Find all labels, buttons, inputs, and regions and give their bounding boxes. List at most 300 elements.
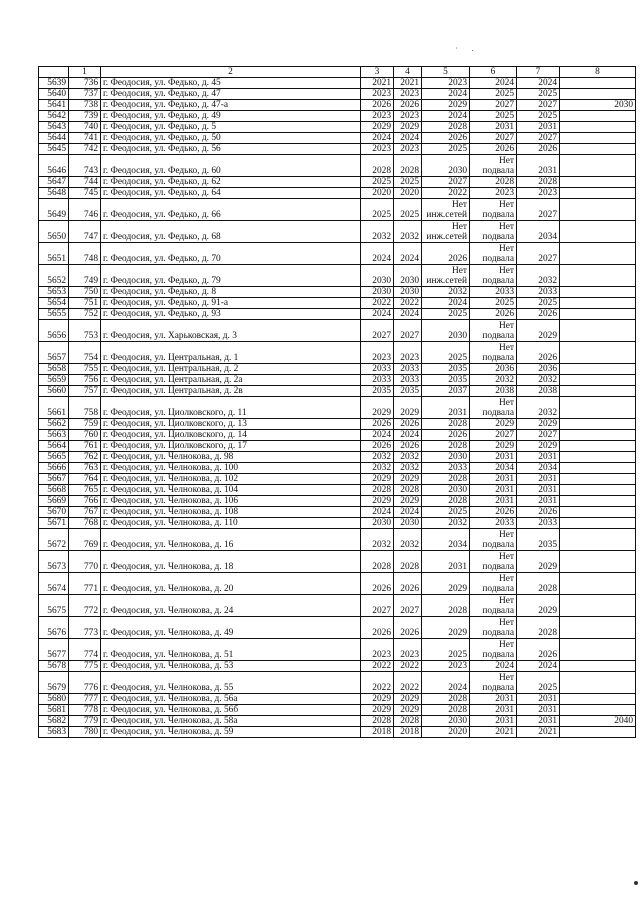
cell-text: г. Феодосия, ул. Федько, д. 45: [103, 78, 221, 88]
cell-row-index: [39, 78, 69, 89]
cell-col-6-value: [470, 694, 517, 705]
cell-col-6-value: [470, 364, 517, 375]
cell-row-index: [39, 639, 69, 661]
cell-text: 2031: [448, 562, 467, 572]
cell-text: 2026: [372, 584, 391, 594]
cell-text: 2033: [448, 463, 467, 473]
cell-col-7-year: [517, 144, 560, 155]
cell-col-4-year: [394, 100, 422, 111]
cell-text: г. Феодосия, ул. Челнокова, д. 100: [103, 463, 239, 473]
cell-col-8-year: [560, 199, 636, 221]
cell-text: 2034: [448, 540, 467, 550]
cell-text: 756: [83, 375, 98, 385]
cell-col-4-year: [394, 496, 422, 507]
cell-text: г. Феодосия, ул. Федько, д. 50: [103, 133, 221, 143]
cell-text: 2023: [400, 144, 419, 154]
header-cell-col-3-year: 3: [361, 67, 394, 78]
cell-text: 2031: [538, 694, 557, 704]
cell-text: 2026: [538, 309, 557, 319]
cell-text: 2026: [400, 628, 419, 638]
cell-text: 2026: [372, 419, 391, 429]
cell-col-2-address: [101, 188, 361, 199]
cell-col-1-number: [69, 507, 101, 518]
cell-text: 2028: [400, 716, 419, 726]
cell-row-index: [39, 298, 69, 309]
cell-text: 2035: [400, 386, 419, 396]
cell-text: 5658: [47, 364, 66, 374]
cell-col-6-value: [470, 221, 517, 243]
cell-col-2-address: [101, 342, 361, 364]
cell-row-index: [39, 496, 69, 507]
table-row: [39, 496, 636, 507]
table-row: [39, 133, 636, 144]
cell-text: 2025: [538, 89, 557, 99]
cell-text: 2028: [372, 562, 391, 572]
cell-col-3-year: [361, 100, 394, 111]
cell-text: 2031: [448, 408, 467, 418]
cell-col-7-year: [517, 221, 560, 243]
cell-text: Нет подвала: [482, 321, 514, 341]
cell-text: 2028: [538, 628, 557, 638]
cell-col-8-year: [560, 496, 636, 507]
cell-col-2-address: [101, 639, 361, 661]
cell-col-5-value: [422, 342, 470, 364]
cell-col-2-address: [101, 122, 361, 133]
cell-col-7-year: [517, 375, 560, 386]
cell-col-6-value: [470, 617, 517, 639]
cell-col-5-value: [422, 144, 470, 155]
cell-text: 5681: [47, 705, 66, 715]
table-row: [39, 111, 636, 122]
cell-text: 2030: [614, 100, 633, 110]
header-cell-col-5-value: 5: [422, 67, 470, 78]
cell-text: 2024: [448, 111, 467, 121]
cell-col-4-year: [394, 474, 422, 485]
cell-text: Нет подвала: [482, 343, 514, 363]
cell-col-7-year: [517, 342, 560, 364]
cell-text: 2029: [400, 474, 419, 484]
cell-col-6-value: [470, 265, 517, 287]
cell-col-2-address: [101, 155, 361, 177]
cell-col-7-year: [517, 364, 560, 375]
cell-text: 2036: [538, 364, 557, 374]
cell-text: 2022: [400, 683, 419, 693]
cell-col-8-year: [560, 529, 636, 551]
cell-text: 2033: [400, 364, 419, 374]
cell-row-index: [39, 320, 69, 342]
cell-col-5-value: [422, 595, 470, 617]
cell-text: г. Феодосия, ул. Челнокова, д. 20: [103, 584, 234, 594]
cell-col-1-number: [69, 177, 101, 188]
cell-text: 2029: [448, 100, 467, 110]
cell-text: 2024: [400, 254, 419, 264]
cell-col-7-year: [517, 265, 560, 287]
cell-text: 5674: [47, 584, 66, 594]
table-body: [39, 67, 636, 738]
cell-text: г. Феодосия, ул. Федько, д. 8: [103, 287, 217, 297]
cell-col-8-year: [560, 320, 636, 342]
cell-row-index: [39, 485, 69, 496]
cell-text: 5643: [47, 122, 66, 132]
cell-col-8-year: [560, 144, 636, 155]
cell-text: 2026: [372, 100, 391, 110]
cell-text: 5649: [47, 210, 66, 220]
cell-text: 5679: [47, 683, 66, 693]
cell-col-5-value: [422, 639, 470, 661]
cell-text: 2023: [448, 661, 467, 671]
header-cell-col-4-year: 4: [394, 67, 422, 78]
cell-row-index: [39, 716, 69, 727]
cell-col-3-year: [361, 419, 394, 430]
cell-col-2-address: [101, 727, 361, 738]
cell-col-5-value: [422, 287, 470, 298]
cell-row-index: [39, 595, 69, 617]
cell-text: 5682: [47, 716, 66, 726]
cell-text: 2031: [495, 122, 514, 132]
cell-text: 2031: [538, 166, 557, 176]
table-row: [39, 507, 636, 518]
cell-text: 2024: [400, 133, 419, 143]
cell-col-3-year: [361, 694, 394, 705]
cell-text: 2026: [495, 144, 514, 154]
cell-text: 751: [83, 298, 98, 308]
cell-col-2-address: [101, 529, 361, 551]
cell-col-6-value: [470, 573, 517, 595]
cell-text: 750: [83, 287, 98, 297]
cell-text: 2031: [495, 496, 514, 506]
table-row: [39, 727, 636, 738]
cell-col-1-number: [69, 518, 101, 529]
cell-text: 5673: [47, 562, 66, 572]
cell-col-1-number: [69, 287, 101, 298]
cell-col-3-year: [361, 298, 394, 309]
cell-col-7-year: [517, 639, 560, 661]
cell-col-6-value: [470, 452, 517, 463]
cell-text: 2025: [538, 111, 557, 121]
cell-col-4-year: [394, 419, 422, 430]
cell-text: г. Феодосия, ул. Челнокова, д. 24: [103, 606, 234, 616]
cell-col-2-address: [101, 364, 361, 375]
cell-text: 736: [83, 78, 98, 88]
cell-text: 2028: [400, 485, 419, 495]
cell-col-4-year: [394, 705, 422, 716]
cell-row-index: [39, 221, 69, 243]
cell-col-8-year: [560, 78, 636, 89]
cell-row-index: [39, 309, 69, 320]
cell-col-1-number: [69, 265, 101, 287]
cell-text: 2028: [538, 177, 557, 187]
cell-col-7-year: [517, 485, 560, 496]
cell-text: 2036: [495, 364, 514, 374]
cell-text: 2035: [372, 386, 391, 396]
cell-text: 2023: [448, 78, 467, 88]
cell-row-index: [39, 199, 69, 221]
table-row: [39, 430, 636, 441]
cell-text: 2023: [372, 111, 391, 121]
cell-text: 2029: [372, 694, 391, 704]
cell-col-3-year: [361, 386, 394, 397]
cell-text: 5639: [47, 78, 66, 88]
cell-col-8-year: [560, 221, 636, 243]
cell-row-index: [39, 287, 69, 298]
cell-text: 2032: [372, 463, 391, 473]
cell-col-6-value: [470, 320, 517, 342]
table-row: [39, 298, 636, 309]
table-row: [39, 122, 636, 133]
cell-text: 778: [83, 705, 98, 715]
cell-col-8-year: [560, 122, 636, 133]
table-row: [39, 639, 636, 661]
cell-text: 2035: [448, 364, 467, 374]
cell-text: 780: [83, 727, 98, 737]
cell-col-7-year: [517, 133, 560, 144]
cell-col-5-value: [422, 496, 470, 507]
cell-col-1-number: [69, 375, 101, 386]
cell-row-index: [39, 529, 69, 551]
cell-text: 5641: [47, 100, 66, 110]
cell-col-4-year: [394, 595, 422, 617]
cell-text: 5669: [47, 496, 66, 506]
cell-text: 5680: [47, 694, 66, 704]
cell-col-3-year: [361, 364, 394, 375]
cell-text: 2023: [372, 144, 391, 154]
cell-col-4-year: [394, 122, 422, 133]
cell-col-3-year: [361, 496, 394, 507]
cell-col-1-number: [69, 364, 101, 375]
cell-text: 5665: [47, 452, 66, 462]
cell-col-3-year: [361, 243, 394, 265]
cell-text: 2032: [400, 232, 419, 242]
cell-text: 752: [83, 309, 98, 319]
cell-text: 777: [83, 694, 98, 704]
cell-text: 2035: [538, 540, 557, 550]
cell-col-5-value: [422, 364, 470, 375]
cell-col-4-year: [394, 463, 422, 474]
cell-text: 2037: [448, 386, 467, 396]
cell-col-7-year: [517, 320, 560, 342]
cell-row-index: [39, 133, 69, 144]
cell-text: 2023: [495, 188, 514, 198]
cell-text: 743: [83, 166, 98, 176]
cell-row-index: [39, 518, 69, 529]
cell-text: 2028: [448, 606, 467, 616]
cell-col-3-year: [361, 309, 394, 320]
cell-col-3-year: [361, 144, 394, 155]
table-row: [39, 452, 636, 463]
cell-col-8-year: [560, 364, 636, 375]
cell-text: 2024: [372, 309, 391, 319]
cell-text: Нет подвала: [482, 530, 514, 550]
cell-text: 2031: [538, 474, 557, 484]
cell-col-6-value: [470, 100, 517, 111]
cell-col-6-value: [470, 463, 517, 474]
cell-row-index: [39, 177, 69, 188]
cell-text: г. Феодосия, ул. Челнокова, д. 53: [103, 661, 234, 671]
table-row: [39, 265, 636, 287]
cell-col-6-value: [470, 309, 517, 320]
cell-text: 742: [83, 144, 98, 154]
cell-col-6-value: [470, 199, 517, 221]
cell-text: 2029: [372, 122, 391, 132]
cell-col-5-value: [422, 441, 470, 452]
cell-col-2-address: [101, 133, 361, 144]
cell-row-index: [39, 727, 69, 738]
cell-text: 2029: [538, 562, 557, 572]
cell-text: Нет инж.сетей: [426, 222, 467, 242]
cell-text: 2027: [495, 430, 514, 440]
cell-col-2-address: [101, 452, 361, 463]
cell-row-index: [39, 265, 69, 287]
cell-col-4-year: [394, 573, 422, 595]
cell-text: 2031: [538, 705, 557, 715]
cell-text: 2031: [495, 694, 514, 704]
cell-text: 2024: [400, 309, 419, 319]
cell-col-1-number: [69, 342, 101, 364]
cell-col-4-year: [394, 672, 422, 694]
cell-text: 2024: [538, 78, 557, 88]
cell-col-4-year: [394, 155, 422, 177]
cell-col-3-year: [361, 639, 394, 661]
header-cell-col-1-number: 1: [69, 67, 101, 78]
cell-col-1-number: [69, 551, 101, 573]
cell-col-6-value: [470, 155, 517, 177]
cell-col-6-value: [470, 111, 517, 122]
cell-text: г. Феодосия, ул. Харьковская, д. 3: [103, 331, 237, 341]
cell-col-3-year: [361, 672, 394, 694]
cell-col-7-year: [517, 463, 560, 474]
cell-text: 2025: [448, 309, 467, 319]
cell-text: 2029: [400, 408, 419, 418]
cell-col-3-year: [361, 529, 394, 551]
cell-col-1-number: [69, 243, 101, 265]
cell-row-index: [39, 397, 69, 419]
cell-col-5-value: [422, 672, 470, 694]
cell-col-1-number: [69, 529, 101, 551]
cell-text: г. Феодосия, ул. Федько, д. 93: [103, 309, 221, 319]
cell-col-1-number: [69, 188, 101, 199]
cell-text: 2025: [400, 210, 419, 220]
cell-col-4-year: [394, 430, 422, 441]
cell-col-6-value: [470, 727, 517, 738]
cell-col-4-year: [394, 507, 422, 518]
cell-col-4-year: [394, 298, 422, 309]
cell-col-2-address: [101, 111, 361, 122]
cell-text: 2025: [538, 683, 557, 693]
cell-text: 2031: [538, 122, 557, 132]
cell-text: 2028: [448, 419, 467, 429]
cell-col-3-year: [361, 441, 394, 452]
cell-row-index: [39, 100, 69, 111]
cell-text: 2027: [400, 606, 419, 616]
cell-text: 2031: [538, 485, 557, 495]
cell-text: 2029: [495, 441, 514, 451]
cell-text: 2031: [538, 496, 557, 506]
cell-text: г. Феодосия, ул. Челнокова, д. 98: [103, 452, 234, 462]
cell-text: 740: [83, 122, 98, 132]
cell-col-6-value: [470, 243, 517, 265]
cell-col-8-year: [560, 375, 636, 386]
cell-col-7-year: [517, 419, 560, 430]
cell-text: 2026: [372, 441, 391, 451]
cell-text: г. Феодосия, ул. Федько, д. 91-а: [103, 298, 229, 308]
cell-col-1-number: [69, 133, 101, 144]
cell-text: 2024: [400, 430, 419, 440]
cell-col-1-number: [69, 221, 101, 243]
cell-col-8-year: [560, 100, 636, 111]
cell-col-7-year: [517, 89, 560, 100]
cell-text: 776: [83, 683, 98, 693]
cell-col-8-year: [560, 518, 636, 529]
cell-text: г. Феодосия, ул. Челнокова, д. 56б: [103, 705, 239, 715]
cell-col-3-year: [361, 705, 394, 716]
cell-col-8-year: [560, 133, 636, 144]
cell-row-index: [39, 507, 69, 518]
cell-col-8-year: [560, 309, 636, 320]
header-cell-col-6-value: 6: [470, 67, 517, 78]
table-row: [39, 144, 636, 155]
cell-text: 2031: [495, 716, 514, 726]
cell-col-4-year: [394, 661, 422, 672]
cell-row-index: [39, 694, 69, 705]
cell-col-2-address: [101, 320, 361, 342]
cell-text: 2028: [448, 441, 467, 451]
cell-text: 2029: [372, 496, 391, 506]
cell-col-2-address: [101, 386, 361, 397]
table-row: [39, 342, 636, 364]
table-row: [39, 485, 636, 496]
cell-text: 2022: [400, 298, 419, 308]
cell-col-5-value: [422, 705, 470, 716]
table-row: [39, 573, 636, 595]
table-row: [39, 595, 636, 617]
cell-text: 2027: [495, 100, 514, 110]
cell-text: г. Феодосия, ул. Циолковского, д. 13: [103, 419, 247, 429]
cell-text: Нет подвала: [482, 574, 514, 594]
cell-col-7-year: [517, 496, 560, 507]
cell-col-1-number: [69, 474, 101, 485]
cell-text: г. Феодосия, ул. Челнокова, д. 55: [103, 683, 234, 693]
cell-text: 2024: [400, 507, 419, 517]
cell-text: 5671: [47, 518, 66, 528]
cell-text: г. Феодосия, ул. Федько, д. 47-а: [103, 100, 229, 110]
cell-text: г. Феодосия, ул. Федько, д. 56: [103, 144, 221, 154]
cell-col-5-value: [422, 397, 470, 419]
cell-col-5-value: [422, 485, 470, 496]
cell-col-4-year: [394, 144, 422, 155]
cell-col-2-address: [101, 265, 361, 287]
cell-text: 741: [83, 133, 98, 143]
cell-col-4-year: [394, 727, 422, 738]
cell-text: 2030: [448, 331, 467, 341]
cell-col-4-year: [394, 133, 422, 144]
cell-col-2-address: [101, 716, 361, 727]
cell-col-4-year: [394, 111, 422, 122]
cell-text: 759: [83, 419, 98, 429]
cell-col-5-value: [422, 573, 470, 595]
cell-text: 2033: [495, 287, 514, 297]
cell-col-7-year: [517, 430, 560, 441]
cell-text: 779: [83, 716, 98, 726]
cell-text: 2027: [538, 210, 557, 220]
cell-col-4-year: [394, 397, 422, 419]
cell-col-6-value: [470, 122, 517, 133]
cell-text: 2023: [372, 89, 391, 99]
cell-text: 757: [83, 386, 98, 396]
cell-col-8-year: [560, 617, 636, 639]
cell-col-8-year: [560, 298, 636, 309]
cell-text: 760: [83, 430, 98, 440]
cell-text: 2024: [372, 430, 391, 440]
